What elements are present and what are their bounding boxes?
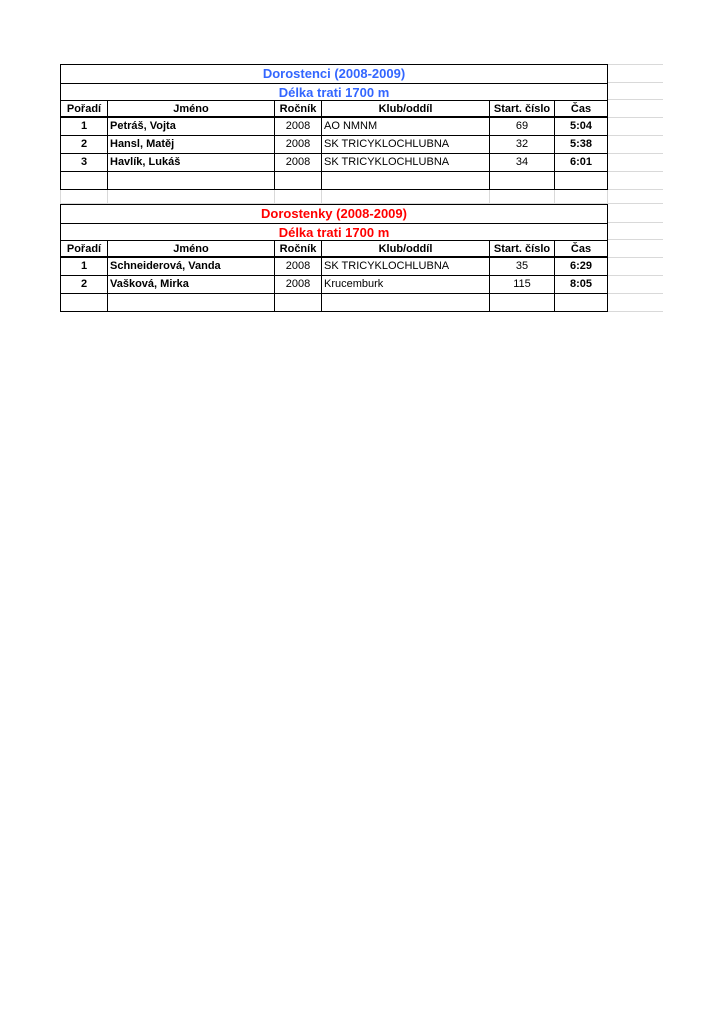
empty-cell [555, 172, 608, 190]
empty-cell [490, 294, 555, 312]
empty-cell [322, 190, 490, 204]
table-row [60, 136, 663, 154]
rank-cell: 3 [60, 154, 108, 172]
name-cell: Havlík, Lukáš [108, 154, 275, 172]
empty-cell [490, 172, 555, 190]
club-cell: SK TRICYKLOCHLUBNA [322, 154, 490, 172]
section-subtitle: Délka trati 1700 m [60, 83, 608, 100]
rank-cell: 2 [60, 136, 108, 154]
section-title-row [60, 64, 663, 83]
empty-cell [608, 204, 663, 223]
header-year: Ročník [275, 240, 322, 258]
empty-cell [60, 190, 108, 204]
section-title: Dorostenci (2008-2009) [60, 64, 608, 83]
year-cell: 2008 [275, 258, 322, 276]
time-cell: 8:05 [555, 276, 608, 294]
header-rank: Pořadí [60, 100, 108, 118]
table-header-row [60, 240, 663, 258]
header-club: Klub/oddíl [322, 100, 490, 118]
empty-cell [275, 172, 322, 190]
start-number-cell: 35 [490, 258, 555, 276]
rank-cell: 2 [60, 276, 108, 294]
year-cell: 2008 [275, 136, 322, 154]
year-cell: 2008 [275, 276, 322, 294]
empty-cell [108, 172, 275, 190]
header-time: Čas [555, 100, 608, 118]
empty-cell [608, 294, 663, 312]
header-year: Ročník [275, 100, 322, 118]
empty-cell [108, 294, 275, 312]
name-cell: Schneiderová, Vanda [108, 258, 275, 276]
start-number-cell: 34 [490, 154, 555, 172]
empty-cell [108, 190, 275, 204]
empty-cell [555, 190, 608, 204]
section-subtitle-row [60, 83, 663, 100]
results-sheet [60, 64, 663, 312]
empty-cell [275, 190, 322, 204]
header-start-number: Start. číslo [490, 100, 555, 118]
section-title: Dorostenky (2008-2009) [60, 204, 608, 223]
table-row [60, 258, 663, 276]
table-row-empty [60, 172, 663, 190]
empty-cell [490, 190, 555, 204]
name-cell: Hansl, Matěj [108, 136, 275, 154]
empty-cell [608, 240, 663, 258]
empty-cell [555, 294, 608, 312]
table-row-empty [60, 294, 663, 312]
club-cell: SK TRICYKLOCHLUBNA [322, 136, 490, 154]
header-rank: Pořadí [60, 240, 108, 258]
section-subtitle: Délka trati 1700 m [60, 223, 608, 240]
empty-cell [608, 64, 663, 83]
table-row [60, 118, 663, 136]
start-number-cell: 69 [490, 118, 555, 136]
spacer-row [60, 190, 663, 204]
empty-cell [608, 154, 663, 172]
empty-cell [322, 294, 490, 312]
empty-cell [608, 276, 663, 294]
start-number-cell: 115 [490, 276, 555, 294]
empty-cell [608, 172, 663, 190]
table-row [60, 276, 663, 294]
empty-cell [608, 136, 663, 154]
empty-cell [322, 172, 490, 190]
header-name: Jméno [108, 100, 275, 118]
year-cell: 2008 [275, 154, 322, 172]
time-cell: 5:38 [555, 136, 608, 154]
rank-cell: 1 [60, 118, 108, 136]
section-subtitle-row [60, 223, 663, 240]
name-cell: Vašková, Mirka [108, 276, 275, 294]
year-cell: 2008 [275, 118, 322, 136]
empty-cell [608, 118, 663, 136]
table-header-row [60, 100, 663, 118]
empty-cell [608, 190, 663, 204]
time-cell: 6:29 [555, 258, 608, 276]
name-cell: Petráš, Vojta [108, 118, 275, 136]
empty-cell [60, 294, 108, 312]
empty-cell [60, 172, 108, 190]
club-cell: Krucemburk [322, 276, 490, 294]
header-time: Čas [555, 240, 608, 258]
time-cell: 5:04 [555, 118, 608, 136]
section-title-row [60, 204, 663, 223]
empty-cell [608, 100, 663, 118]
header-name: Jméno [108, 240, 275, 258]
empty-cell [608, 258, 663, 276]
rank-cell: 1 [60, 258, 108, 276]
start-number-cell: 32 [490, 136, 555, 154]
time-cell: 6:01 [555, 154, 608, 172]
header-start-number: Start. číslo [490, 240, 555, 258]
empty-cell [608, 83, 663, 100]
header-club: Klub/oddíl [322, 240, 490, 258]
club-cell: SK TRICYKLOCHLUBNA [322, 258, 490, 276]
table-row [60, 154, 663, 172]
empty-cell [275, 294, 322, 312]
club-cell: AO NMNM [322, 118, 490, 136]
empty-cell [608, 223, 663, 240]
